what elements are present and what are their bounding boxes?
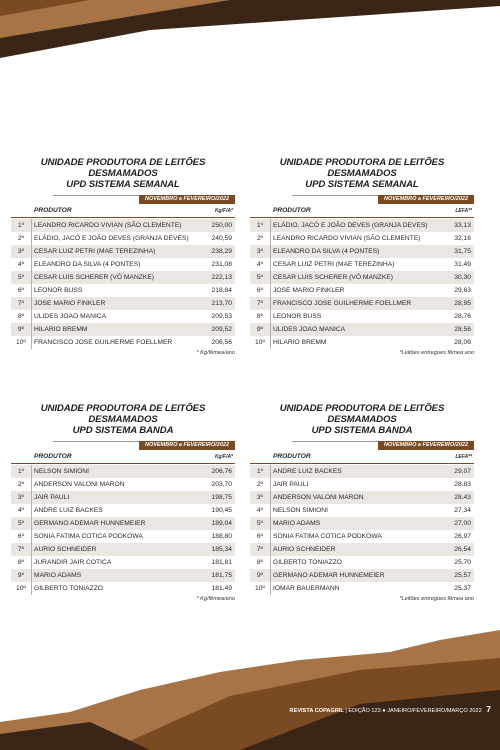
producer-name: FRANCISCO JOSE GUILHERME FOELLMER	[273, 300, 412, 307]
title-line-1: UNIDADE PRODUTORA DE LEITÕES DESMAMADOS	[40, 157, 206, 179]
rank: 1º	[250, 219, 271, 232]
producer-name: IOMAR BAUERMANN	[273, 585, 340, 592]
table-row	[11, 310, 235, 323]
page-number: 7	[486, 704, 491, 714]
producer-value: 28,83	[454, 481, 471, 488]
producer-name: LEONOR BUSS	[273, 313, 322, 320]
table-title	[250, 157, 474, 190]
rank: 9º	[250, 569, 271, 582]
table-row	[250, 258, 474, 271]
top-decoration	[0, 0, 500, 60]
producer-value: 31,49	[454, 261, 471, 268]
rank: 7º	[250, 543, 271, 556]
rank: 5º	[11, 271, 32, 284]
producer-name: CESAR LUIZ PETRI (MAE TEREZINHA)	[34, 248, 156, 255]
producer-value: 27,34	[454, 507, 471, 514]
header-producer: PRODUTOR	[34, 453, 72, 460]
table-row	[250, 310, 474, 323]
producer-name: ANDRE LUIZ BACKES	[34, 507, 103, 514]
table-panel	[250, 157, 474, 356]
header-unit: Kg/F/A*	[214, 454, 233, 460]
producer-name: HILARIO BREMM	[273, 339, 327, 346]
period-badge: NOVEMBRO a FEVEREIRO/2022	[378, 195, 474, 204]
table-panel	[11, 403, 235, 602]
producer-name: ELÁDIO, JACÓ E JOÃO DEVES (GRANJA DEVES)	[34, 235, 189, 242]
producer-name: JAIR PAULI	[273, 481, 309, 488]
table-row	[250, 517, 474, 530]
table-row	[250, 297, 474, 310]
producer-name: JURANDIR JAIR COTICA	[34, 559, 112, 566]
rank: 3º	[250, 491, 271, 504]
producer-value: 26,54	[454, 546, 471, 553]
producer-name: CESAR LUIZ PETRI (MAE TEREZINHA)	[273, 261, 395, 268]
producer-name: ANDERSON VALONI MARON	[273, 494, 364, 501]
producer-value: 25,57	[454, 572, 471, 579]
table-panel	[250, 403, 474, 602]
rank: 1º	[11, 219, 32, 232]
producer-value: 28,95	[454, 300, 471, 307]
producer-value: 29,07	[454, 468, 471, 475]
table-row	[11, 504, 235, 517]
producer-name: JOSE MARIO FINKLER	[34, 300, 106, 307]
rank: 8º	[250, 556, 271, 569]
producer-name: LEONOR BUSS	[34, 287, 83, 294]
producer-name: SONIA FATIMA COTICA PODKOWA	[34, 533, 143, 540]
period-badge: NOVEMBRO a FEVEREIRO/2022	[139, 441, 235, 450]
producer-value: 29,63	[454, 287, 471, 294]
table-panel	[11, 157, 235, 356]
rank: 1º	[250, 465, 271, 478]
rank: 2º	[250, 478, 271, 491]
table-row	[11, 245, 235, 258]
rank: 10º	[250, 336, 271, 349]
producer-value: 188,80	[211, 533, 232, 540]
table-row	[11, 569, 235, 582]
table-row	[11, 556, 235, 569]
title-line-1: UNIDADE PRODUTORA DE LEITÕES DESMAMADOS	[279, 403, 445, 425]
table-header	[250, 452, 474, 464]
table-row	[11, 530, 235, 543]
producer-name: GERMANO ADEMAR HUNNEMEIER	[273, 572, 385, 579]
producer-name: MARIO ADAMS	[273, 520, 321, 527]
producer-value: 32,16	[454, 235, 471, 242]
table-row	[11, 284, 235, 297]
table-footnote: *Leitões entregues fêmea ano	[399, 596, 474, 602]
producer-name: HILARIO BREMM	[34, 326, 88, 333]
producer-value: 206,56	[211, 339, 232, 346]
producer-name: ULIDES JOAO MANICA	[34, 313, 107, 320]
magazine-name: REVISTA COPAGRIL	[289, 708, 344, 714]
table-body	[11, 465, 235, 595]
table-row	[11, 297, 235, 310]
producer-name: JOSE MARIO FINKLER	[273, 287, 345, 294]
title-line-2: UPD SISTEMA BANDA	[311, 425, 413, 436]
producer-name: LEANDRO RICARDO VIVIAN (SÃO CLEMENTE)	[34, 222, 182, 229]
table-body	[250, 465, 474, 595]
rank: 5º	[11, 517, 32, 530]
rank: 3º	[11, 245, 32, 258]
title-line-1: UNIDADE PRODUTORA DE LEITÕES DESMAMADOS	[40, 403, 206, 425]
page-footer	[276, 704, 491, 714]
producer-value: 213,70	[211, 300, 232, 307]
table-body	[250, 219, 474, 349]
table-row	[250, 582, 474, 595]
producer-value: 189,04	[211, 520, 232, 527]
rank: 3º	[250, 245, 271, 258]
rank: 4º	[250, 504, 271, 517]
producer-value: 30,30	[454, 274, 471, 281]
rank: 6º	[11, 530, 32, 543]
producer-value: 240,59	[211, 235, 232, 242]
title-line-2: UPD SISTEMA SEMANAL	[305, 179, 419, 190]
rank: 1º	[11, 465, 32, 478]
producer-value: 28,56	[454, 326, 471, 333]
table-row	[250, 465, 474, 478]
table-row	[11, 323, 235, 336]
producer-value: 209,53	[211, 313, 232, 320]
producer-value: 181,75	[211, 572, 232, 579]
producer-value: 181,81	[211, 559, 232, 566]
table-row	[250, 543, 474, 556]
rank: 4º	[11, 258, 32, 271]
rank: 9º	[250, 323, 271, 336]
producer-value: 31,75	[454, 248, 471, 255]
producer-name: JAIR PAULI	[34, 494, 70, 501]
table-row	[11, 517, 235, 530]
rank: 2º	[11, 232, 32, 245]
producer-name: NELSON SIMIONI	[273, 507, 328, 514]
table-header	[11, 206, 235, 218]
table-footnote: * Kg/fêmea/ano	[196, 596, 235, 602]
header-unit: LEFA**	[455, 208, 472, 214]
table-row	[11, 219, 235, 232]
producer-name: AURIO SCHNEIDER	[34, 546, 97, 553]
rank: 10º	[250, 582, 271, 595]
table-row	[250, 284, 474, 297]
producer-value: 250,00	[211, 222, 232, 229]
producer-name: AURIO SCHNEIDER	[273, 546, 336, 553]
producer-name: ULIDES JOAO MANICA	[273, 326, 346, 333]
producer-value: 181,49	[211, 585, 232, 592]
producer-name: LEANDRO RICARDO VIVIAN (SÃO CLEMENTE)	[273, 235, 421, 242]
header-producer: PRODUTOR	[273, 207, 311, 214]
producer-value: 238,29	[211, 248, 232, 255]
rank: 9º	[11, 323, 32, 336]
table-row	[250, 504, 474, 517]
producer-value: 25,70	[454, 559, 471, 566]
table-row	[11, 271, 235, 284]
producer-value: 27,00	[454, 520, 471, 527]
producer-value: 222,13	[211, 274, 232, 281]
table-title	[11, 403, 235, 436]
rank: 7º	[250, 297, 271, 310]
rank: 2º	[250, 232, 271, 245]
rank: 5º	[250, 517, 271, 530]
table-row	[11, 543, 235, 556]
producer-value: 203,70	[211, 481, 232, 488]
producer-name: SONIA FATIMA COTICA PODKOWA	[273, 533, 382, 540]
producer-value: 28,76	[454, 313, 471, 320]
producer-name: ELEANDRO DA SILVA (4 PONTES)	[34, 261, 141, 268]
table-row	[250, 569, 474, 582]
table-row	[250, 232, 474, 245]
producer-name: ELEANDRO DA SILVA (4 PONTES)	[273, 248, 380, 255]
rank: 10º	[11, 336, 32, 349]
rank: 8º	[11, 556, 32, 569]
title-line-2: UPD SISTEMA SEMANAL	[66, 179, 180, 190]
table-header	[250, 206, 474, 218]
producer-value: 231,08	[211, 261, 232, 268]
rank: 8º	[250, 310, 271, 323]
rank: 6º	[11, 284, 32, 297]
rank: 6º	[250, 284, 271, 297]
table-row	[11, 491, 235, 504]
producer-value: 28,06	[454, 339, 471, 346]
table-row	[11, 478, 235, 491]
producer-value: 25,37	[454, 585, 471, 592]
rank: 4º	[250, 258, 271, 271]
table-row	[250, 491, 474, 504]
edition-info: | EDIÇÃO 123 ● JANEIRO/FEVEREIRO/MARÇO 2022	[343, 708, 484, 714]
producer-value: 198,75	[211, 494, 232, 501]
table-row	[11, 232, 235, 245]
table-footnote: * Kg/fêmea/ano	[196, 350, 235, 356]
producer-value: 190,45	[211, 507, 232, 514]
table-row	[11, 258, 235, 271]
producer-value: 218,84	[211, 287, 232, 294]
rank: 6º	[250, 530, 271, 543]
table-row	[250, 323, 474, 336]
rank: 10º	[11, 582, 32, 595]
producer-name: FRANCISCO JOSE GUILHERME FOELLMER	[34, 339, 173, 346]
bottom-decoration	[0, 630, 500, 750]
producer-value: 26,97	[454, 533, 471, 540]
table-row	[11, 465, 235, 478]
rank: 9º	[11, 569, 32, 582]
rank: 7º	[11, 297, 32, 310]
table-row	[250, 245, 474, 258]
producer-name: NELSON SIMIONI	[34, 468, 89, 475]
title-line-1: UNIDADE PRODUTORA DE LEITÕES DESMAMADOS	[279, 157, 445, 179]
rank: 3º	[11, 491, 32, 504]
header-producer: PRODUTOR	[273, 453, 311, 460]
producer-name: GERMANO ADEMAR HUNNEMEIER	[34, 520, 146, 527]
table-row	[250, 556, 474, 569]
producer-name: CESAR LUIS SCHERER (VÔ MANZKE)	[273, 274, 394, 281]
table-row	[11, 582, 235, 595]
header-producer: PRODUTOR	[34, 207, 72, 214]
rank: 2º	[11, 478, 32, 491]
header-unit: Kg/F/A*	[214, 208, 233, 214]
rank: 8º	[11, 310, 32, 323]
producer-value: 185,34	[211, 546, 232, 553]
producer-name: GILBERTO TONIAZZO	[273, 559, 342, 566]
producer-value: 33,13	[454, 222, 471, 229]
producer-name: ANDERSON VALONI MARON	[34, 481, 125, 488]
table-title	[11, 157, 235, 190]
table-header	[11, 452, 235, 464]
period-badge: NOVEMBRO a FEVEREIRO/2022	[139, 195, 235, 204]
producer-value: 206,76	[211, 468, 232, 475]
rank: 5º	[250, 271, 271, 284]
period-badge: NOVEMBRO a FEVEREIRO/2022	[378, 441, 474, 450]
producer-name: GILBERTO TONIAZZO	[34, 585, 103, 592]
table-row	[11, 336, 235, 349]
table-row	[250, 336, 474, 349]
table-body	[11, 219, 235, 349]
title-line-2: UPD SISTEMA BANDA	[72, 425, 174, 436]
producer-name: MARIO ADAMS	[34, 572, 82, 579]
producer-value: 209,52	[211, 326, 232, 333]
table-row	[250, 478, 474, 491]
table-row	[250, 271, 474, 284]
producer-value: 28,43	[454, 494, 471, 501]
producer-name: ELÁDIO, JACÓ E JOÃO DEVES (GRANJA DEVES)	[273, 222, 428, 229]
table-row	[250, 219, 474, 232]
table-row	[250, 530, 474, 543]
table-footnote: *Leitões entregues fêmea ano	[399, 350, 474, 356]
rank: 7º	[11, 543, 32, 556]
table-title	[250, 403, 474, 436]
producer-name: ANDRE LUIZ BACKES	[273, 468, 342, 475]
producer-name: CESAR LUIS SCHERER (VÔ MANZKE)	[34, 274, 155, 281]
header-unit: LEFA**	[455, 454, 472, 460]
rank: 4º	[11, 504, 32, 517]
